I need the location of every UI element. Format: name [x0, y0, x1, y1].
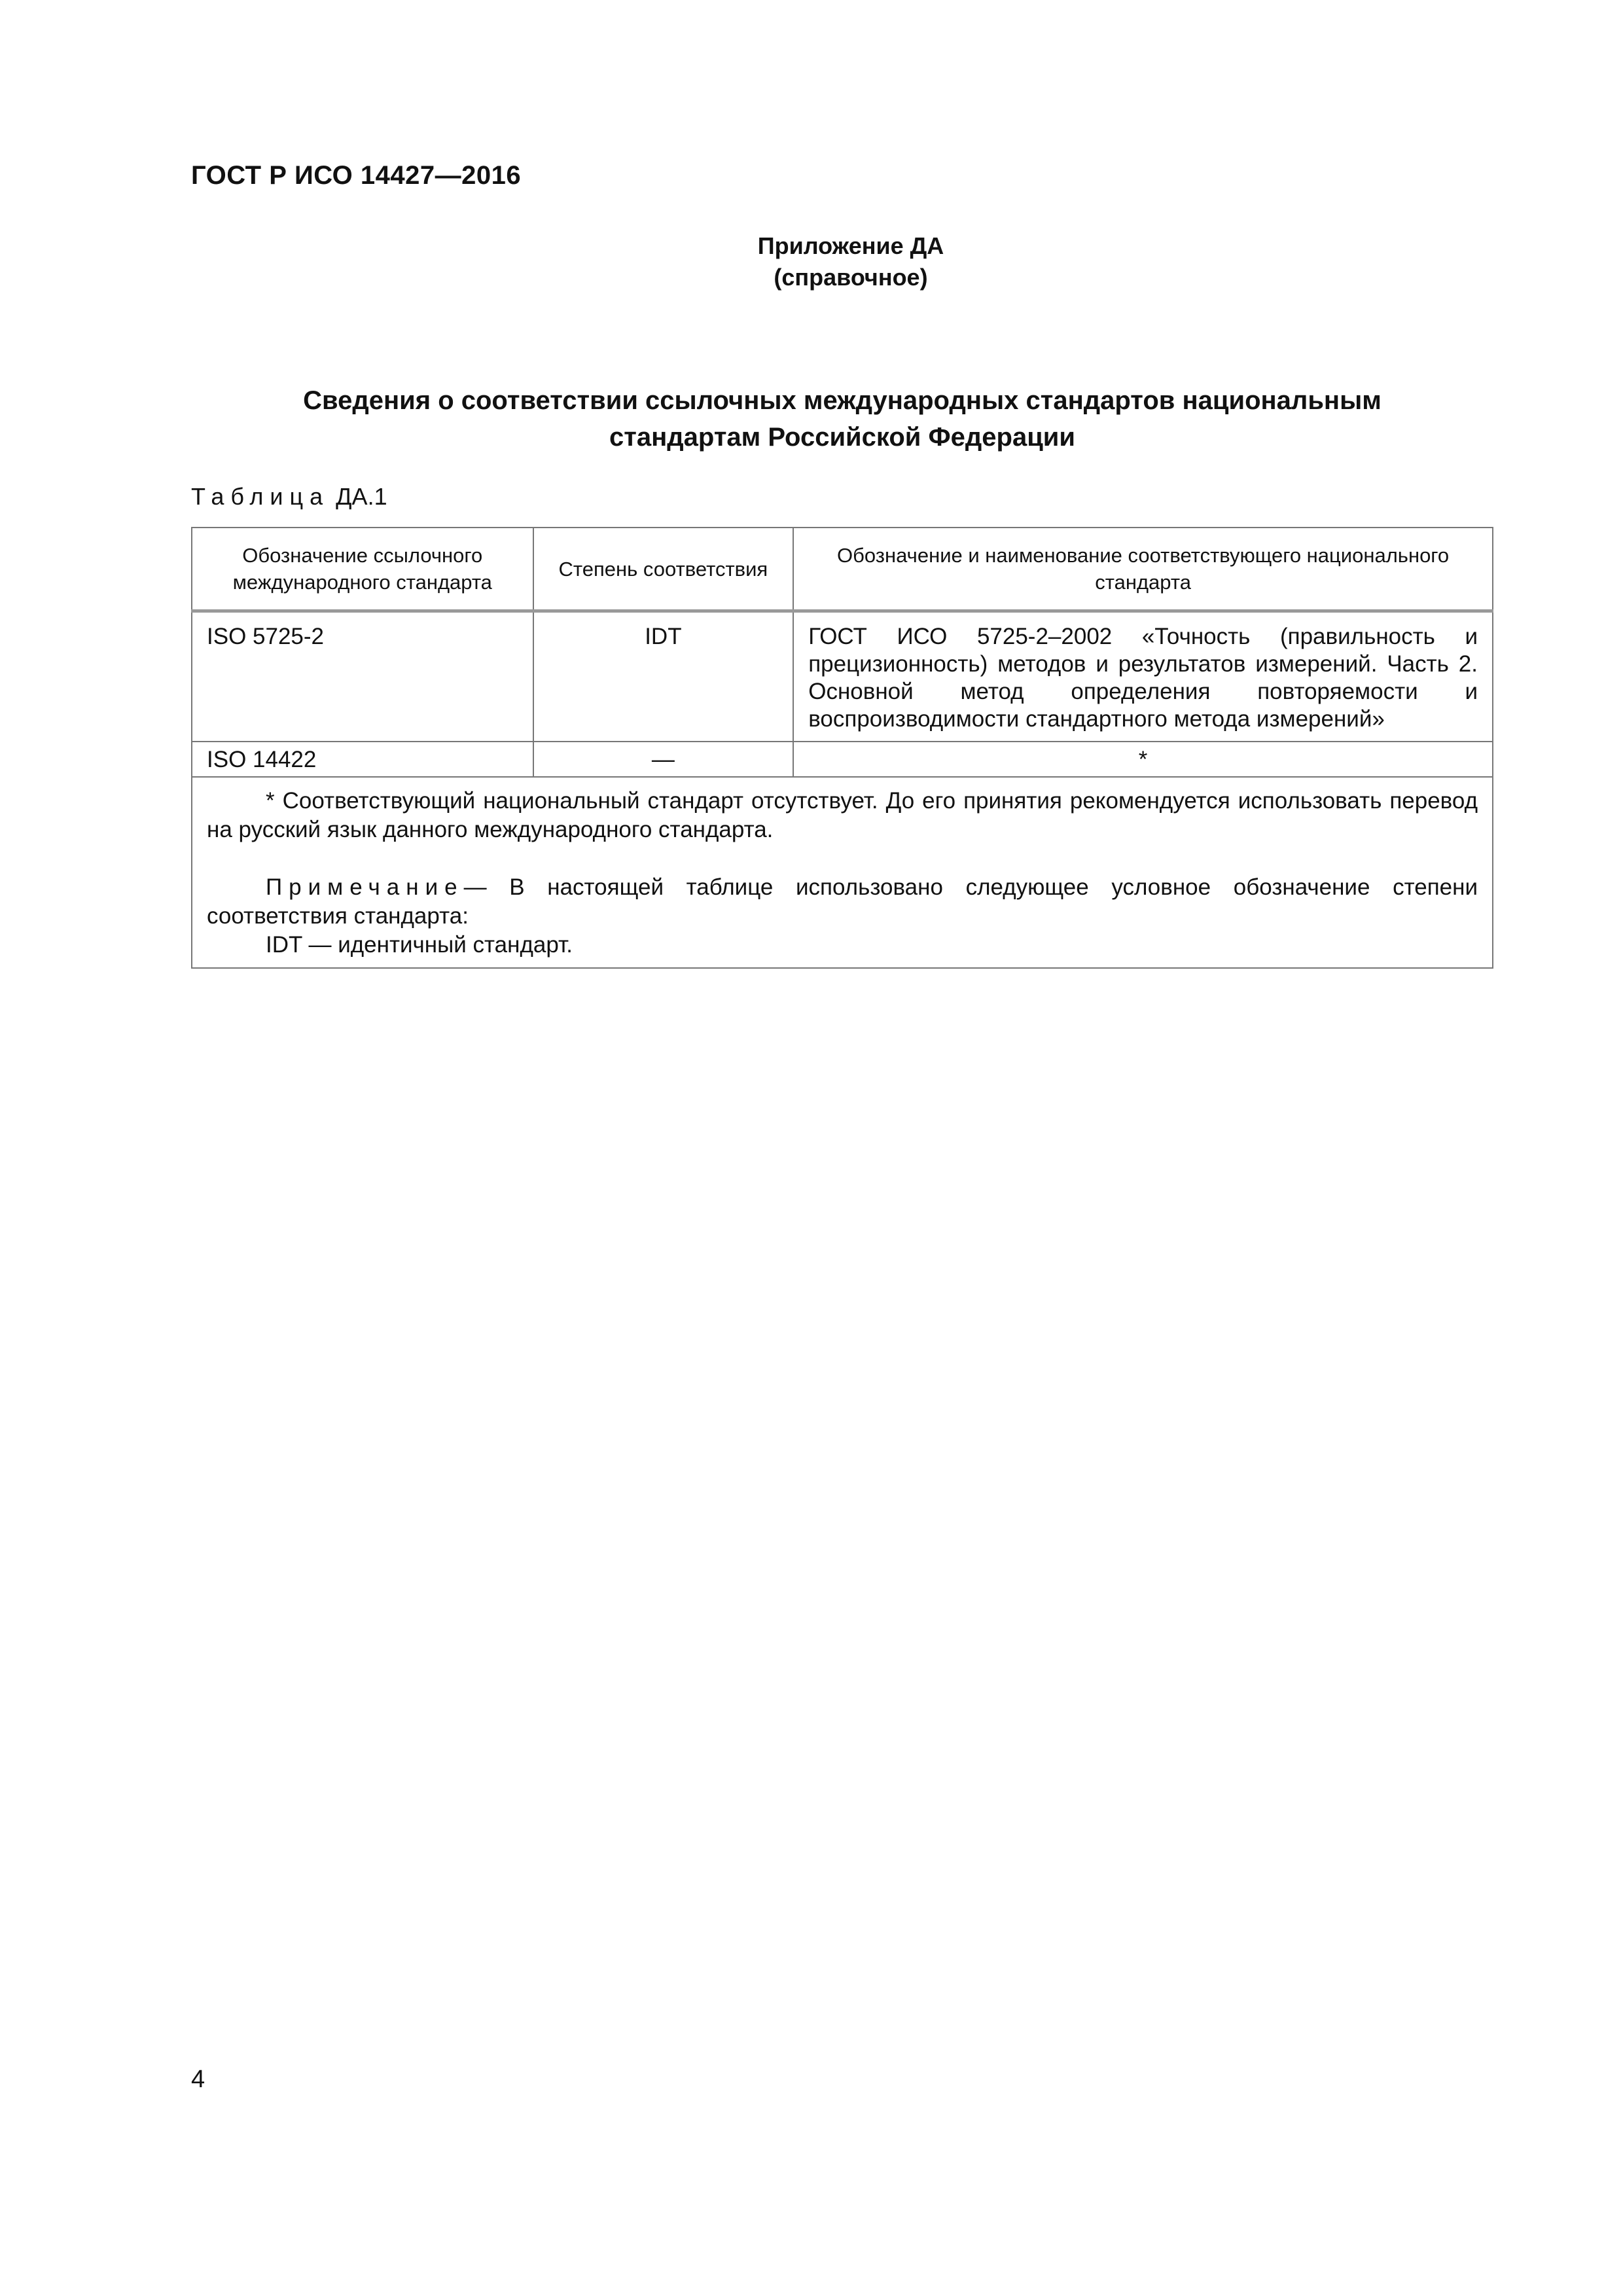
cell-national: * — [793, 742, 1493, 777]
table-label — [191, 483, 387, 511]
cell-standard: ISO 14422 — [192, 742, 533, 777]
header-international-standard: Обозначение ссылочного международного стандарта — [192, 528, 533, 611]
page-number: 4 — [191, 2066, 205, 2093]
table-notes-cell — [192, 777, 1493, 968]
table-label-word: Таблица — [191, 483, 330, 510]
appendix-subtitle: (справочное) — [774, 264, 928, 291]
appendix-heading — [668, 230, 1034, 293]
table-row — [192, 742, 1493, 777]
note-word: Примечание — [266, 874, 464, 900]
document-code: ГОСТ Р ИСО 14427—2016 — [191, 161, 522, 190]
appendix-title: Приложение ДА — [757, 232, 944, 259]
note-idt-definition: IDT — идентичный стандарт. — [266, 932, 573, 958]
cell-degree: — — [533, 742, 794, 777]
cell-standard: ISO 5725-2 — [192, 611, 533, 742]
section-title-line-1: Сведения о соответствии ссылочных международных стандартов национальным — [303, 386, 1382, 415]
section-title-line-2: стандартам Российской Федерации — [609, 423, 1075, 452]
cell-national: ГОСТ ИСО 5725-2–2002 «Точность (правильность и прецизионность) методов и результатов измерений. Часть 2. Основной метод определения повторяемости и воспроизводимости стандартного метода измерений» — [793, 611, 1493, 742]
table-footnote: * Соответствующий национальный стандарт отсутствует. До его принятия рекомендуется использовать перевод на русский язык данного международного стандарта. — [207, 788, 1478, 842]
header-degree: Степень соответствия — [533, 528, 794, 611]
table-header-row — [192, 528, 1493, 611]
header-national-standard: Обозначение и наименование соответствующего национального стандарта — [793, 528, 1493, 611]
note-text: — В настоящей таблице использовано следующее условное обозначение степени соответствия стандарта: — [207, 874, 1478, 929]
table-note — [207, 873, 1478, 931]
table-label-number: ДА.1 — [336, 483, 387, 510]
table-row — [192, 611, 1493, 742]
section-title — [191, 382, 1493, 456]
correspondence-table — [191, 527, 1493, 969]
table-notes-row — [192, 777, 1493, 968]
cell-degree: IDT — [533, 611, 794, 742]
